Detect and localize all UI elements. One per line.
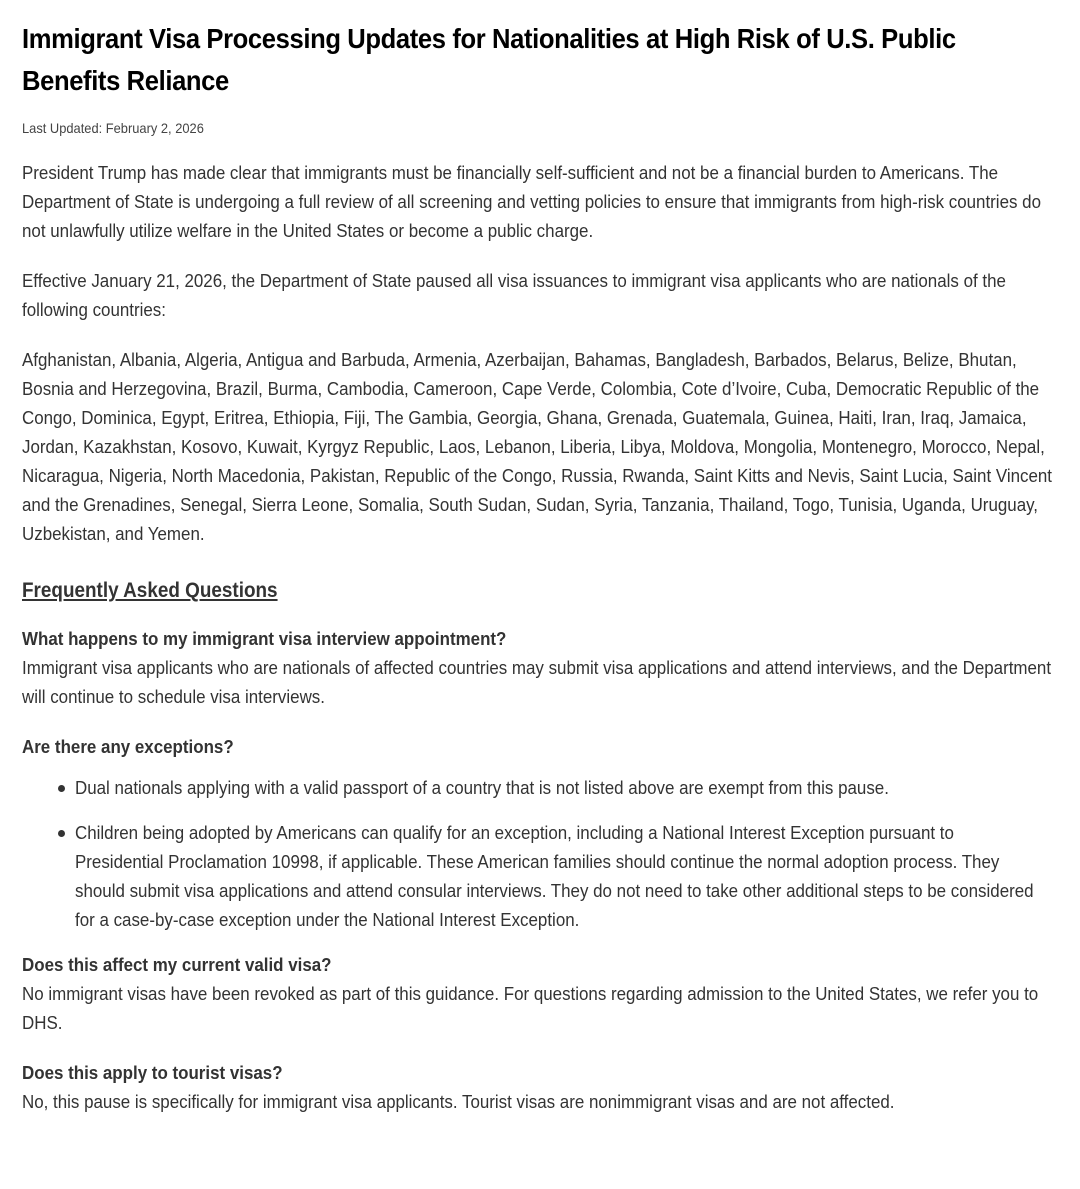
bullet-icon [58,830,65,837]
faq-question: Does this apply to tourist visas? [22,1062,283,1083]
faq-answer: No, this pause is specifically for immigrant visa applicants. Tourist visas are nonimmigrant visas and are not affected. [22,1091,895,1112]
faq-question: Does this affect my current valid visa? [22,954,332,975]
last-updated: Last Updated: February 2, 2026 [22,120,204,136]
faq-question: Are there any exceptions? [22,736,234,757]
page-title: Immigrant Visa Processing Updates for Nationalities at High Risk of U.S. Public Benefits Reliance [22,23,956,96]
list-item-text: Dual nationals applying with a valid passport of a country that is not listed above are exempt from this pause. [75,777,889,798]
bullet-icon [58,785,65,792]
faq-question: What happens to my immigrant visa interview appointment? [22,628,507,649]
list-item [75,818,1040,934]
faq-heading: Frequently Asked Questions [22,579,278,602]
intro-paragraph: President Trump has made clear that immigrants must be financially self-sufficient and not be a financial burden to Americans. The Department of State is undergoing a full review of all screening and vetting policies to ensure that immigrants from high-risk countries do not unlawfully utilize welfare in the United States or become a public charge. [22,162,1041,241]
faq-answer: Immigrant visa applicants who are nationals of affected countries may submit visa applications and attend interviews, and the Department will continue to schedule visa interviews. [22,657,1052,707]
effective-paragraph: Effective January 21, 2026, the Department of State paused all visa issuances to immigrant visa applicants who are nationals of the following countries: [22,270,1006,320]
faq-answer: No immigrant visas have been revoked as part of this guidance. For questions regarding admission to the United States, we refer you to DHS. [22,983,1039,1033]
list-item [75,773,1040,802]
list-item-text: Children being adopted by Americans can qualify for an exception, including a National Interest Exception pursuant to Presidential Proclamation 10998, if applicable. These American families should continue the normal adoption process. They should submit visa applications and attend consular interviews. They do not need to take other additional steps to be considered for a case-by-case exception under the National Interest Exception. [75,822,1034,930]
countries-list: Afghanistan, Albania, Algeria, Antigua and Barbuda, Armenia, Azerbaijan, Bahamas, Bangladesh, Barbados, Belarus, Belize, Bhutan, Bosnia and Herzegovina, Brazil, Burma, Cambodia, Cameroon, Cape Verde, Colombia, Cote d’Ivoire, Cuba, Democratic Republic of the Congo, Dominica, Egypt, Eritrea, Ethiopia, Fiji, The Gambia, Georgia, Ghana, Grenada, Guatemala, Guinea, Haiti, Iran, Iraq, Jamaica, Jordan, Kazakhstan, Kosovo, Kuwait, Kyrgyz Republic, Laos, Lebanon, Liberia, Libya, Moldova, Mongolia, Montenegro, Morocco, Nepal, Nicaragua, Nigeria, North Macedonia, Pakistan, Republic of the Congo, Russia, Rwanda, Saint Kitts and Nevis, Saint Lucia, Saint Vincent and the Grenadines, Senegal, Sierra Leone, Somalia, South Sudan, Sudan, Syria, Tanzania, Thailand, Togo, Tunisia, Uganda, Uruguay, Uzbekistan, and Yemen. [22,349,1053,544]
exceptions-list [22,773,1040,934]
